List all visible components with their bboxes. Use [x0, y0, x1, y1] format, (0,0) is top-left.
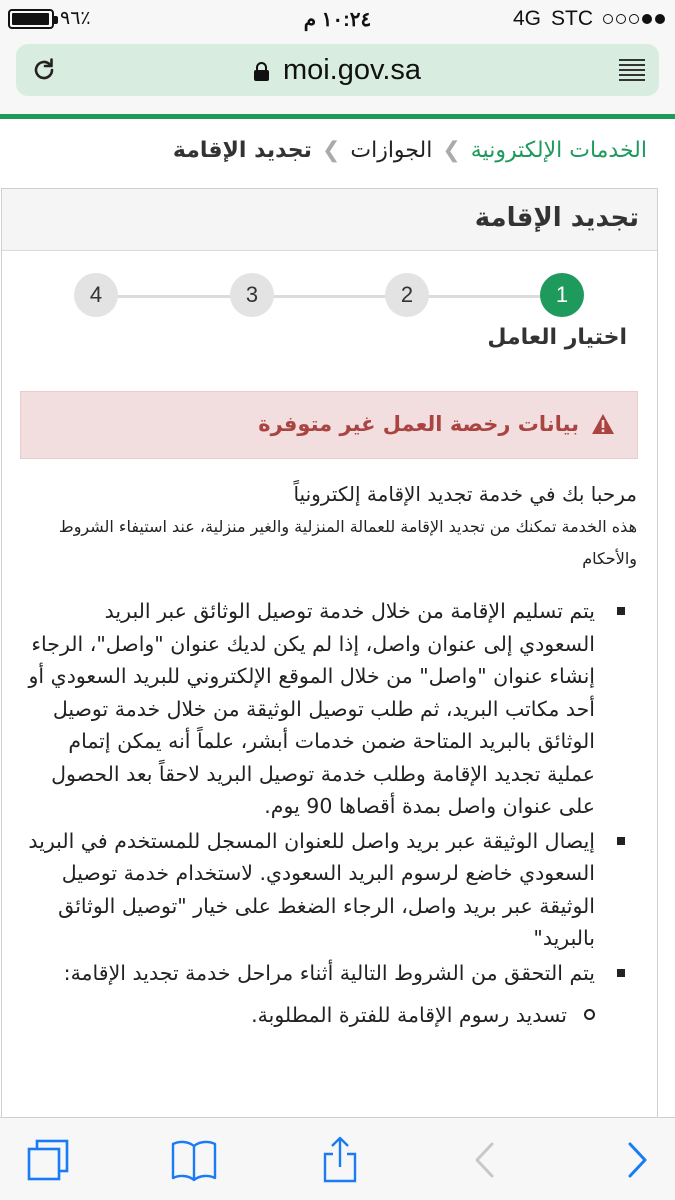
step-1-active: 1	[540, 273, 584, 317]
step-3: 3	[230, 273, 274, 317]
network-type: 4G	[512, 7, 541, 30]
alert-message: بيانات رخصة العمل غير متوفرة	[258, 412, 579, 436]
lock-icon	[254, 62, 269, 80]
active-step-label: اختيار العامل	[487, 325, 627, 350]
browser-toolbar	[0, 1117, 675, 1200]
list-item: يتم تسليم الإقامة من خلال خدمة توصيل الوثائق عبر البريد السعودي إلى عنوان واصل، إذا لم يكن لديك عنوان "واصل"، الرجاء إنشاء عنوان "واصل" من خلال الموقع الإلكتروني للبريد السعودي أو أحد مكاتب البريد، ثم طلب توصيل الوثيقة من خلال خدمة توصيل الوثائق بالبريد المتاحة ضمن خدمات أبشر، علماً أنه يمكن إتمام عملية تجديد الإقامة وطلب خدمة توصيل البريد لاحقاً بعد الحصول على عنوان واصل بمدة أقصاها 90 يوم.	[24, 595, 637, 823]
share-icon[interactable]	[316, 1136, 364, 1184]
tabs-icon[interactable]	[24, 1136, 72, 1184]
sub-list-item: تسديد رسوم الإقامة للفترة المطلوبة.	[24, 999, 637, 1031]
header-accent-line	[0, 114, 675, 119]
service-panel	[1, 188, 658, 1200]
panel-title: تجديد الإقامة	[2, 189, 657, 251]
carrier-name: STC	[551, 7, 593, 30]
wizard-stepper	[74, 273, 586, 319]
breadcrumb-passports[interactable]: الجوازات	[350, 138, 433, 163]
breadcrumb-eservices[interactable]: الخدمات الإلكترونية	[470, 138, 647, 163]
browser-bar	[0, 40, 675, 115]
battery-percent: ٩٦٪	[60, 8, 91, 29]
chevron-left-icon: ❯	[442, 138, 461, 163]
step-4: 4	[74, 273, 118, 317]
back-icon[interactable]	[462, 1136, 510, 1184]
list-item: يتم التحقق من الشروط التالية أثناء مراحل خدمة تجديد الإقامة:	[24, 957, 637, 990]
address-bar[interactable]	[16, 44, 659, 96]
reader-menu-icon[interactable]	[619, 59, 645, 81]
url-display[interactable]	[16, 54, 659, 87]
step-2: 2	[385, 273, 429, 317]
chevron-left-icon: ❯	[321, 138, 341, 163]
url-text: moi.gov.sa	[282, 54, 422, 86]
signal-strength-icon	[603, 14, 665, 24]
breadcrumb-current: تجديد الإقامة	[172, 138, 312, 163]
status-bar	[0, 0, 675, 40]
carrier-info	[513, 7, 665, 31]
breadcrumb	[173, 138, 647, 163]
warning-icon	[591, 413, 615, 435]
intro-text: هذه الخدمة تمكنك من تجديد الإقامة للعمالة المنزلية والغير منزلية، عند استيفاء الشروط والأحكام	[58, 517, 637, 568]
service-description	[24, 479, 637, 1031]
error-alert	[20, 391, 638, 459]
welcome-text: مرحبا بك في خدمة تجديد الإقامة إلكترونياً	[293, 482, 637, 506]
bookmarks-icon[interactable]	[170, 1136, 218, 1184]
terms-list	[24, 595, 637, 989]
list-item: إيصال الوثيقة عبر بريد واصل للعنوان المسجل للمستخدم في البريد السعودي خاضع لرسوم البريد السعودي. لاستخدام خدمة توصيل الوثيقة عبر بريد واصل، الرجاء الضغط على خيار "توصيل الوثائق بالبريد"	[24, 825, 637, 955]
forward-icon[interactable]	[614, 1136, 662, 1184]
status-time: ١٠:٢٤ م	[303, 9, 372, 31]
